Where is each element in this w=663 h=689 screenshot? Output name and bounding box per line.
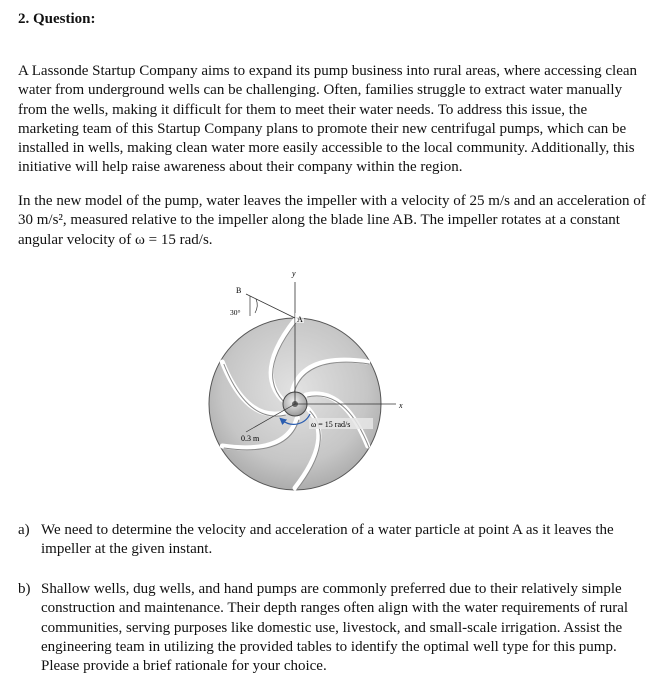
point-a-label: A <box>297 315 303 324</box>
angle-label: 30° <box>230 308 241 317</box>
question-a-text: We need to determine the velocity and acceleration of a water particle at point A as it leaves the impeller at the given instant. <box>41 522 614 558</box>
radius-label: 0.3 m <box>241 434 260 443</box>
question-a <box>18 521 646 560</box>
y-axis-label: y <box>292 269 296 278</box>
point-b-label: B <box>236 286 242 295</box>
blade-line-ab <box>246 294 295 318</box>
question-b-text: Shallow wells, dug wells, and hand pumps are commonly preferred due to their relatively simple construction and maintenance. Their depth ranges often align with the water requirements of rural communities, serving purposes like domestic use, livestock, and small-scale irrigation. Assist the engineering team in utilizing the provided tables to identify the optimal well type for this pump. Please provide a brief rationale for your choice. <box>41 581 629 675</box>
pump-model-paragraph: In the new model of the pump, water leaves the impeller with a velocity of 25 m/s and an acceleration of 30 m/s², measured relative to the impeller along the blade line AB. The impeller rotates at a constant angular velocity of ω = 15 rad/s. <box>18 193 646 248</box>
intro-paragraph: A Lassonde Startup Company aims to expand its pump business into rural areas, where accessing clean water from underground wells can be challenging. Often, families struggle to extract water manually from the wells, making it difficult for them to meet their water needs. To address this issue, the marketing team of this Startup Company plans to promote their new centrifugal pumps, which can be installed in wells, making clean water more easily accessible to the local community. Additionally, this initiative will help raise awareness about their company within the region. <box>18 63 638 176</box>
question-heading: 2. Question: <box>18 11 96 27</box>
x-axis-label: x <box>399 401 403 410</box>
question-b <box>18 580 646 676</box>
omega-label: ω = 15 rad/s <box>311 420 351 429</box>
question-a-label: a) <box>18 522 30 538</box>
question-b-label: b) <box>18 581 31 597</box>
